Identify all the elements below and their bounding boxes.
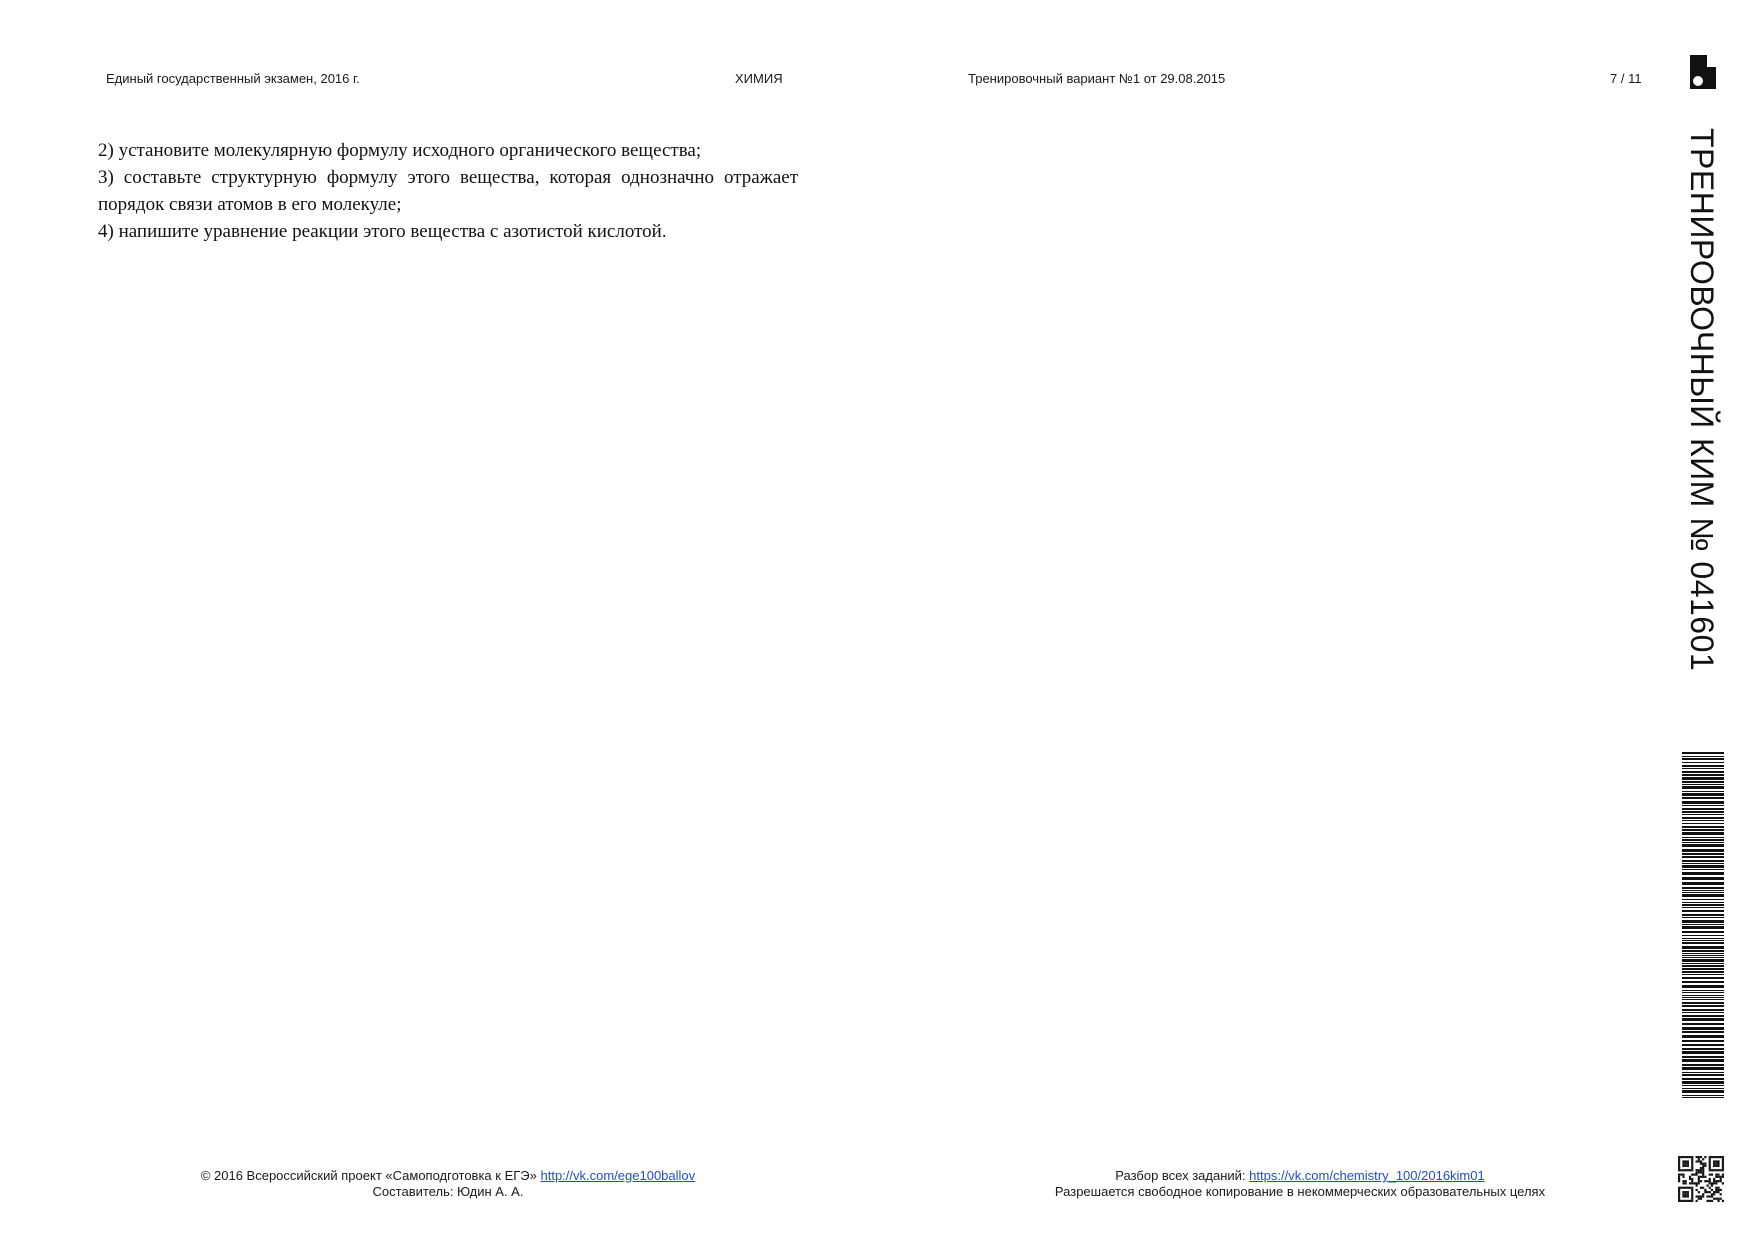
header-subject: ХИМИЯ xyxy=(735,71,783,86)
barcode-icon xyxy=(1682,752,1724,1099)
task-content xyxy=(98,137,798,245)
corner-mark-icon xyxy=(1690,55,1716,89)
footer-right xyxy=(1020,1168,1580,1200)
footer-analysis-link[interactable]: https://vk.com/chemistry_100/2016kim01 xyxy=(1249,1168,1485,1183)
task-item-2: 2) установите молекулярную формулу исходного органического вещества; xyxy=(98,140,702,161)
side-title: ТРЕНИРОВОЧНЫЙ КИМ № 041601 xyxy=(1684,128,1720,672)
footer-left xyxy=(168,1168,728,1200)
qr-code-icon xyxy=(1678,1156,1724,1202)
footer-author: Составитель: Юдин А. А. xyxy=(372,1184,524,1199)
header-variant: Тренировочный вариант №1 от 29.08.2015 xyxy=(968,71,1226,86)
task-item-3: 3) составьте структурную формулу этого вещества, которая однозначно отражает порядок связи атомов в его молекуле; xyxy=(98,167,798,215)
header-exam-title: Единый государственный экзамен, 2016 г. xyxy=(106,71,360,86)
task-item-4: 4) напишите уравнение реакции этого вещества с азотистой кислотой. xyxy=(98,221,667,242)
footer-license: Разрешается свободное копирование в некоммерческих образовательных целях xyxy=(1054,1184,1546,1199)
footer-project-link[interactable]: http://vk.com/ege100ballov xyxy=(540,1168,696,1183)
footer-analysis-label: Разбор всех заданий: xyxy=(1115,1168,1246,1183)
header-page-number: 7 / 11 xyxy=(1610,71,1642,86)
footer-copyright: © 2016 Всероссийский проект «Самоподготовка к ЕГЭ» xyxy=(200,1168,537,1183)
